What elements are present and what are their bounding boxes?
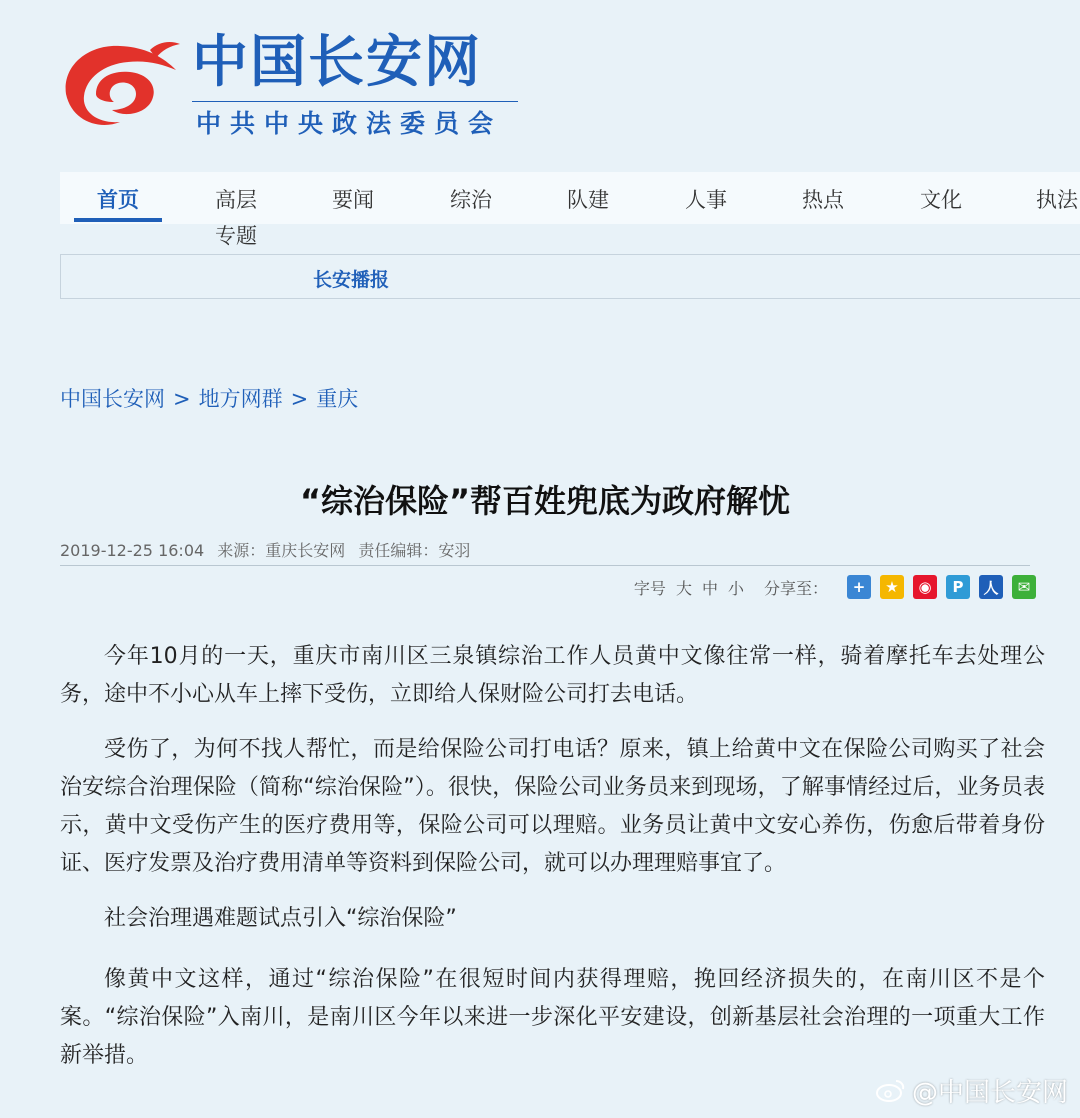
breadcrumb-home[interactable]: 中国长安网 — [60, 387, 165, 411]
nav-item-personnel[interactable]: 人事 — [685, 188, 727, 212]
article-paragraph: 像黄中文这样，通过“综治保险”在很短时间内获得理赔，挽回经济损失的，在南川区不是个案。“综治保险”入南川，是南川区今年以来进一步深化平安建设，创新基层社会治理的一项重大工作新举措。 — [60, 967, 1045, 1068]
weibo-icon — [876, 1079, 906, 1103]
font-size-small-button[interactable]: 小 — [727, 578, 744, 598]
breadcrumb-separator: > — [173, 387, 191, 411]
meta-divider — [60, 565, 1030, 566]
sub-nav — [60, 254, 1080, 299]
nav-item-label: 高层 — [215, 188, 257, 212]
font-size-label: 字号 — [633, 578, 666, 598]
article-paragraph: 今年10月的一天，重庆市南川区三泉镇综治工作人员黄中文像往常一样，骑着摩托车去处理公务，途中不小心从车上摔下受伤，立即给人保财险公司打去电话。 — [60, 644, 1045, 707]
add-icon[interactable]: + — [847, 575, 871, 599]
article-title: “综治保险”帮百姓兜底为政府解忧 — [299, 482, 791, 520]
font-size-medium-button[interactable]: 中 — [701, 578, 718, 598]
bird-flame-logo-icon[interactable] — [58, 36, 182, 132]
tencent-weibo-icon[interactable]: P — [946, 575, 970, 599]
breadcrumb — [60, 383, 358, 413]
article-source: 来源：重庆长安网 — [217, 541, 346, 560]
site-subtitle: 中共中央政法委员会 — [196, 109, 503, 138]
article-date: 2019-12-25 16:04 — [60, 541, 205, 560]
breadcrumb-chongqing[interactable]: 重庆 — [316, 387, 359, 411]
nav-item-hot[interactable]: 热点 — [802, 188, 844, 212]
wechat-icon[interactable]: ✉ — [1012, 575, 1036, 599]
article-editor: 责任编辑：安羽 — [358, 541, 471, 560]
nav-item-label-line2: 专题 — [215, 224, 257, 248]
nav-item-governance[interactable]: 综治 — [450, 188, 492, 212]
nav-item-team[interactable]: 队建 — [567, 188, 609, 212]
watermark-text: @中国长安网 — [911, 1078, 1068, 1108]
article-subheading: 社会治理遇难题试点引入“综治保险” — [104, 906, 457, 931]
breadcrumb-local-sites[interactable]: 地方网群 — [198, 387, 283, 411]
sub-nav-link-broadcast[interactable]: 长安播报 — [313, 269, 390, 291]
nav-item-leaders[interactable] — [192, 186, 280, 250]
breadcrumb-separator: > — [290, 387, 309, 411]
article-paragraph: 受伤了，为何不找人帮忙，而是给保险公司打电话？原来，镇上给黄中文在保险公司购买了社会治安综合治理保险（简称“综治保险”）。很快，保险公司业务员来到现场，了解事情经过后，业务员表示，黄中文受伤产生的医疗费用等，保险公司可以理赔。业务员让黄中文安心养伤，伤愈后带着身份证、医疗发票及治疗费用清单等资料到保险公司，就可以办理理赔事宜了。 — [60, 737, 1045, 876]
article-meta — [60, 538, 478, 561]
article-body — [60, 638, 1045, 1092]
share-label: 分享至： — [763, 578, 828, 598]
article-tools — [634, 574, 1036, 600]
nav-item-law[interactable]: 执法 — [1036, 188, 1078, 212]
nav-item-news[interactable]: 要闻 — [332, 188, 374, 212]
weibo-watermark — [876, 1072, 1068, 1109]
site-name[interactable]: 中国长安网 — [192, 30, 482, 95]
nav-item-home[interactable]: 首页 — [97, 188, 139, 212]
site-header — [58, 30, 538, 145]
main-nav — [60, 172, 1080, 248]
logo-divider — [192, 101, 518, 102]
weibo-icon[interactable]: ◉ — [913, 575, 937, 599]
font-size-large-button[interactable]: 大 — [675, 578, 692, 598]
renren-icon[interactable]: 人 — [979, 575, 1003, 599]
nav-active-underline — [74, 218, 162, 222]
nav-item-culture[interactable]: 文化 — [920, 188, 962, 212]
qzone-icon[interactable]: ★ — [880, 575, 904, 599]
